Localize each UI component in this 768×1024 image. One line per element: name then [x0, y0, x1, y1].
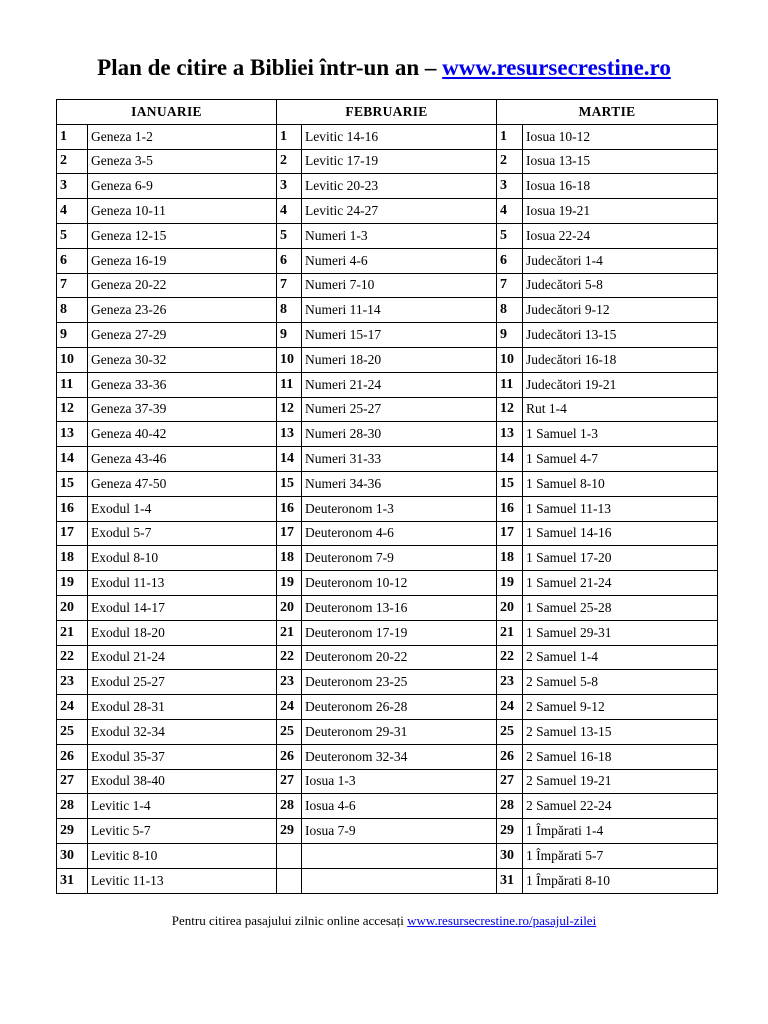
reading-march: 2 Samuel 9-12 — [523, 695, 718, 720]
table-row — [57, 695, 718, 720]
month-header-march: MARTIE — [497, 100, 718, 125]
reading-january: Geneza 1-2 — [88, 124, 277, 149]
reading-march: Iosua 22-24 — [523, 223, 718, 248]
day-number-january: 20 — [57, 595, 88, 620]
day-number-february: 22 — [277, 645, 302, 670]
title-text: Plan de citire a Bibliei într-un an – — [97, 55, 443, 80]
day-number-january: 23 — [57, 670, 88, 695]
day-number-january: 12 — [57, 397, 88, 422]
table-row — [57, 347, 718, 372]
reading-january: Exodul 25-27 — [88, 670, 277, 695]
reading-february: Deuteronom 7-9 — [302, 546, 497, 571]
reading-january: Exodul 11-13 — [88, 571, 277, 596]
day-number-february: 8 — [277, 298, 302, 323]
reading-january: Geneza 47-50 — [88, 471, 277, 496]
day-number-march: 8 — [497, 298, 523, 323]
table-row — [57, 645, 718, 670]
table-row — [57, 422, 718, 447]
day-number-february: 21 — [277, 620, 302, 645]
reading-february: Levitic 17-19 — [302, 149, 497, 174]
reading-march: Iosua 13-15 — [523, 149, 718, 174]
reading-january: Exodul 18-20 — [88, 620, 277, 645]
table-row — [57, 769, 718, 794]
day-number-march: 27 — [497, 769, 523, 794]
reading-march: 1 Împărati 8-10 — [523, 868, 718, 893]
reading-february: Levitic 24-27 — [302, 199, 497, 224]
reading-january: Geneza 16-19 — [88, 248, 277, 273]
day-number-march: 4 — [497, 199, 523, 224]
reading-january: Geneza 43-46 — [88, 447, 277, 472]
reading-february: Numeri 1-3 — [302, 223, 497, 248]
reading-february — [302, 868, 497, 893]
footer-note — [0, 913, 768, 929]
reading-march: 1 Împărati 1-4 — [523, 819, 718, 844]
reading-february: Numeri 7-10 — [302, 273, 497, 298]
reading-february: Numeri 34-36 — [302, 471, 497, 496]
reading-february: Iosua 1-3 — [302, 769, 497, 794]
day-number-february: 5 — [277, 223, 302, 248]
reading-march: Judecători 19-21 — [523, 372, 718, 397]
reading-january: Levitic 8-10 — [88, 843, 277, 868]
table-row — [57, 298, 718, 323]
month-header-february: FEBRUARIE — [277, 100, 497, 125]
reading-february: Numeri 11-14 — [302, 298, 497, 323]
table-row — [57, 868, 718, 893]
reading-february: Numeri 31-33 — [302, 447, 497, 472]
table-row — [57, 273, 718, 298]
table-row — [57, 397, 718, 422]
reading-january: Exodul 14-17 — [88, 595, 277, 620]
reading-january: Levitic 11-13 — [88, 868, 277, 893]
day-number-march: 28 — [497, 794, 523, 819]
reading-march: 2 Samuel 22-24 — [523, 794, 718, 819]
table-row — [57, 496, 718, 521]
table-row — [57, 819, 718, 844]
reading-february: Numeri 21-24 — [302, 372, 497, 397]
reading-february: Numeri 25-27 — [302, 397, 497, 422]
reading-january: Exodul 5-7 — [88, 521, 277, 546]
day-number-january: 1 — [57, 124, 88, 149]
day-number-january: 17 — [57, 521, 88, 546]
footer-daily-passage-link[interactable]: www.resursecrestine.ro/pasajul-zilei — [407, 913, 597, 928]
day-number-february: 2 — [277, 149, 302, 174]
day-number-february: 25 — [277, 719, 302, 744]
table-row — [57, 571, 718, 596]
day-number-march: 15 — [497, 471, 523, 496]
table-row — [57, 471, 718, 496]
reading-plan-table — [56, 99, 718, 894]
reading-january: Geneza 12-15 — [88, 223, 277, 248]
page-title — [0, 52, 768, 84]
reading-january: Exodul 35-37 — [88, 744, 277, 769]
reading-february: Deuteronom 26-28 — [302, 695, 497, 720]
reading-march: 1 Samuel 14-16 — [523, 521, 718, 546]
day-number-march: 23 — [497, 670, 523, 695]
day-number-february: 11 — [277, 372, 302, 397]
day-number-january: 7 — [57, 273, 88, 298]
table-row — [57, 323, 718, 348]
reading-march: Iosua 10-12 — [523, 124, 718, 149]
reading-february: Numeri 18-20 — [302, 347, 497, 372]
day-number-march: 18 — [497, 546, 523, 571]
day-number-february: 13 — [277, 422, 302, 447]
reading-february: Deuteronom 23-25 — [302, 670, 497, 695]
day-number-march: 12 — [497, 397, 523, 422]
day-number-february: 23 — [277, 670, 302, 695]
reading-january: Exodul 8-10 — [88, 546, 277, 571]
reading-march: Iosua 16-18 — [523, 174, 718, 199]
table-row — [57, 670, 718, 695]
day-number-january: 6 — [57, 248, 88, 273]
day-number-february: 3 — [277, 174, 302, 199]
day-number-march: 3 — [497, 174, 523, 199]
reading-february: Deuteronom 1-3 — [302, 496, 497, 521]
day-number-february: 1 — [277, 124, 302, 149]
day-number-january: 5 — [57, 223, 88, 248]
day-number-january: 22 — [57, 645, 88, 670]
day-number-march: 31 — [497, 868, 523, 893]
table-row — [57, 447, 718, 472]
table-row — [57, 372, 718, 397]
reading-march: 1 Samuel 29-31 — [523, 620, 718, 645]
reading-february: Deuteronom 29-31 — [302, 719, 497, 744]
day-number-february: 29 — [277, 819, 302, 844]
day-number-january: 4 — [57, 199, 88, 224]
table-row — [57, 521, 718, 546]
day-number-february: 20 — [277, 595, 302, 620]
reading-plan-body — [57, 124, 718, 893]
reading-february: Iosua 7-9 — [302, 819, 497, 844]
reading-march: Rut 1-4 — [523, 397, 718, 422]
reading-march: 1 Samuel 4-7 — [523, 447, 718, 472]
table-row — [57, 248, 718, 273]
day-number-march: 13 — [497, 422, 523, 447]
day-number-february: 4 — [277, 199, 302, 224]
reading-january: Geneza 3-5 — [88, 149, 277, 174]
day-number-march: 17 — [497, 521, 523, 546]
day-number-march: 19 — [497, 571, 523, 596]
day-number-february: 28 — [277, 794, 302, 819]
day-number-march: 6 — [497, 248, 523, 273]
title-site-link[interactable]: www.resursecrestine.ro — [442, 55, 671, 80]
day-number-february: 26 — [277, 744, 302, 769]
reading-january: Geneza 37-39 — [88, 397, 277, 422]
day-number-january: 27 — [57, 769, 88, 794]
reading-march: Judecători 5-8 — [523, 273, 718, 298]
reading-march: 1 Samuel 17-20 — [523, 546, 718, 571]
day-number-january: 21 — [57, 620, 88, 645]
reading-february: Levitic 20-23 — [302, 174, 497, 199]
reading-january: Exodul 21-24 — [88, 645, 277, 670]
table-row — [57, 843, 718, 868]
day-number-february: 27 — [277, 769, 302, 794]
day-number-january: 14 — [57, 447, 88, 472]
day-number-january: 8 — [57, 298, 88, 323]
reading-january: Geneza 23-26 — [88, 298, 277, 323]
reading-february: Deuteronom 10-12 — [302, 571, 497, 596]
reading-february — [302, 843, 497, 868]
reading-february: Deuteronom 13-16 — [302, 595, 497, 620]
day-number-march: 9 — [497, 323, 523, 348]
table-row — [57, 149, 718, 174]
reading-march: 2 Samuel 19-21 — [523, 769, 718, 794]
day-number-march: 24 — [497, 695, 523, 720]
day-number-march: 11 — [497, 372, 523, 397]
table-row — [57, 199, 718, 224]
table-row — [57, 223, 718, 248]
reading-january: Geneza 30-32 — [88, 347, 277, 372]
day-number-february: 14 — [277, 447, 302, 472]
day-number-march: 26 — [497, 744, 523, 769]
day-number-january: 9 — [57, 323, 88, 348]
reading-february: Iosua 4-6 — [302, 794, 497, 819]
reading-february: Numeri 28-30 — [302, 422, 497, 447]
day-number-march: 22 — [497, 645, 523, 670]
reading-march: 1 Samuel 8-10 — [523, 471, 718, 496]
reading-march: Judecători 16-18 — [523, 347, 718, 372]
day-number-january: 26 — [57, 744, 88, 769]
reading-february: Numeri 4-6 — [302, 248, 497, 273]
day-number-february: 17 — [277, 521, 302, 546]
day-number-february: 24 — [277, 695, 302, 720]
day-number-january: 2 — [57, 149, 88, 174]
reading-march: 1 Samuel 25-28 — [523, 595, 718, 620]
day-number-march: 14 — [497, 447, 523, 472]
footer-text: Pentru citirea pasajului zilnic online accesați — [171, 913, 408, 928]
day-number-february: 18 — [277, 546, 302, 571]
reading-january: Exodul 28-31 — [88, 695, 277, 720]
reading-february: Deuteronom 20-22 — [302, 645, 497, 670]
day-number-march: 7 — [497, 273, 523, 298]
reading-january: Geneza 10-11 — [88, 199, 277, 224]
day-number-march: 29 — [497, 819, 523, 844]
reading-march: 1 Împărati 5-7 — [523, 843, 718, 868]
reading-january: Geneza 40-42 — [88, 422, 277, 447]
reading-january: Exodul 32-34 — [88, 719, 277, 744]
reading-march: Judecători 9-12 — [523, 298, 718, 323]
day-number-january: 10 — [57, 347, 88, 372]
day-number-march: 21 — [497, 620, 523, 645]
table-row — [57, 546, 718, 571]
reading-march: 1 Samuel 21-24 — [523, 571, 718, 596]
day-number-march: 1 — [497, 124, 523, 149]
table-row — [57, 744, 718, 769]
day-number-january: 18 — [57, 546, 88, 571]
reading-january: Levitic 1-4 — [88, 794, 277, 819]
reading-february: Levitic 14-16 — [302, 124, 497, 149]
day-number-february: 9 — [277, 323, 302, 348]
reading-march: 2 Samuel 16-18 — [523, 744, 718, 769]
table-row — [57, 595, 718, 620]
reading-february: Deuteronom 32-34 — [302, 744, 497, 769]
day-number-january: 24 — [57, 695, 88, 720]
reading-march: Iosua 19-21 — [523, 199, 718, 224]
day-number-february: 19 — [277, 571, 302, 596]
day-number-january: 15 — [57, 471, 88, 496]
reading-january: Exodul 1-4 — [88, 496, 277, 521]
day-number-march: 5 — [497, 223, 523, 248]
day-number-january: 30 — [57, 843, 88, 868]
reading-march: 1 Samuel 11-13 — [523, 496, 718, 521]
reading-february: Deuteronom 4-6 — [302, 521, 497, 546]
table-row — [57, 174, 718, 199]
month-header-row — [57, 100, 718, 125]
day-number-february: 16 — [277, 496, 302, 521]
reading-january: Exodul 38-40 — [88, 769, 277, 794]
reading-january: Geneza 6-9 — [88, 174, 277, 199]
day-number-february: 12 — [277, 397, 302, 422]
table-row — [57, 620, 718, 645]
reading-january: Geneza 33-36 — [88, 372, 277, 397]
day-number-january: 11 — [57, 372, 88, 397]
reading-march: 2 Samuel 1-4 — [523, 645, 718, 670]
day-number-january: 16 — [57, 496, 88, 521]
day-number-january: 25 — [57, 719, 88, 744]
day-number-february — [277, 843, 302, 868]
day-number-march: 2 — [497, 149, 523, 174]
reading-february: Deuteronom 17-19 — [302, 620, 497, 645]
day-number-january: 13 — [57, 422, 88, 447]
reading-january: Geneza 27-29 — [88, 323, 277, 348]
day-number-march: 25 — [497, 719, 523, 744]
reading-march: 1 Samuel 1-3 — [523, 422, 718, 447]
day-number-march: 10 — [497, 347, 523, 372]
day-number-january: 28 — [57, 794, 88, 819]
day-number-january: 31 — [57, 868, 88, 893]
reading-march: 2 Samuel 13-15 — [523, 719, 718, 744]
month-header-january: IANUARIE — [57, 100, 277, 125]
reading-march: 2 Samuel 5-8 — [523, 670, 718, 695]
reading-january: Geneza 20-22 — [88, 273, 277, 298]
table-row — [57, 124, 718, 149]
day-number-january: 19 — [57, 571, 88, 596]
day-number-march: 16 — [497, 496, 523, 521]
day-number-january: 3 — [57, 174, 88, 199]
day-number-february: 15 — [277, 471, 302, 496]
day-number-february — [277, 868, 302, 893]
day-number-february: 10 — [277, 347, 302, 372]
day-number-february: 6 — [277, 248, 302, 273]
day-number-february: 7 — [277, 273, 302, 298]
day-number-march: 30 — [497, 843, 523, 868]
table-row — [57, 719, 718, 744]
reading-january: Levitic 5-7 — [88, 819, 277, 844]
reading-february: Numeri 15-17 — [302, 323, 497, 348]
day-number-march: 20 — [497, 595, 523, 620]
day-number-january: 29 — [57, 819, 88, 844]
reading-march: Judecători 13-15 — [523, 323, 718, 348]
reading-march: Judecători 1-4 — [523, 248, 718, 273]
table-row — [57, 794, 718, 819]
